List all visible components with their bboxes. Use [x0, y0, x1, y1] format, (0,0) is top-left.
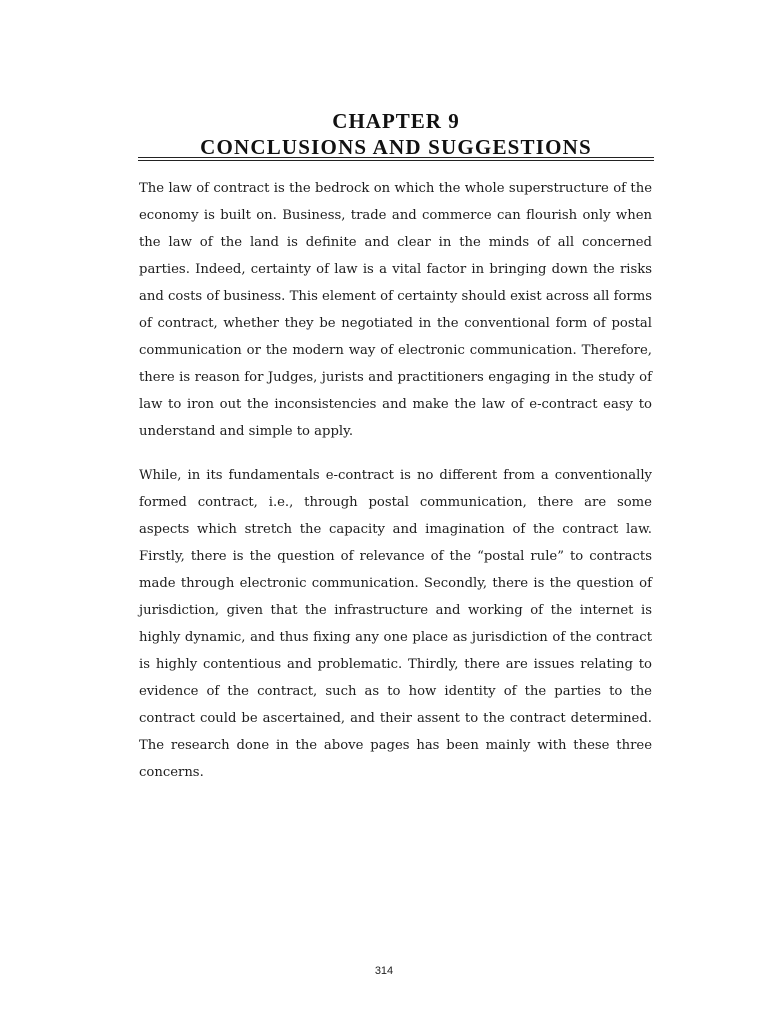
chapter-heading: [138, 108, 654, 160]
paragraph-1: The law of contract is the bedrock on which the whole superstructure of the economy is built on. Business, trade and commerce can flourish only when the law of the land is definite and clear in the minds of all concerned parties. Indeed, certainty of law is a vital factor in bringing down the risks and costs of business. This element of certainty should exist across all forms of contract, whether they be negotiated in the conventional form of postal communication or the modern way of electronic communication. Therefore, there is reason for Judges, jurists and practitioners engaging in the study of law to iron out the inconsistencies and make the law of e-contract easy to understand and simple to apply.: [139, 181, 652, 439]
page-number: 314: [374, 965, 394, 977]
chapter-title: CONCLUSIONS AND SUGGESTIONS: [200, 135, 592, 159]
chapter-number: CHAPTER 9: [332, 109, 460, 133]
paragraph-2: While, in its fundamentals e-contract is no different from a conventionally formed contract, i.e., through postal communication, there are some aspects which stretch the capacity and imagination of the contract law. Firstly, there is the question of relevance of the “postal rule” to contracts made through electronic communication. Secondly, there is the question of jurisdiction, given that the infrastructure and working of the internet is highly dynamic, and thus fixing any one place as jurisdiction of the contract is highly contentious and problematic. Thirdly, there are issues relating to evidence of the contract, such as to how identity of the parties to the contract could be ascertained, and their assent to the contract determined. The research done in the above pages has been mainly with these three concerns.: [139, 468, 652, 780]
heading-rule-bottom: [138, 160, 654, 161]
heading-rule-top: [138, 157, 654, 158]
